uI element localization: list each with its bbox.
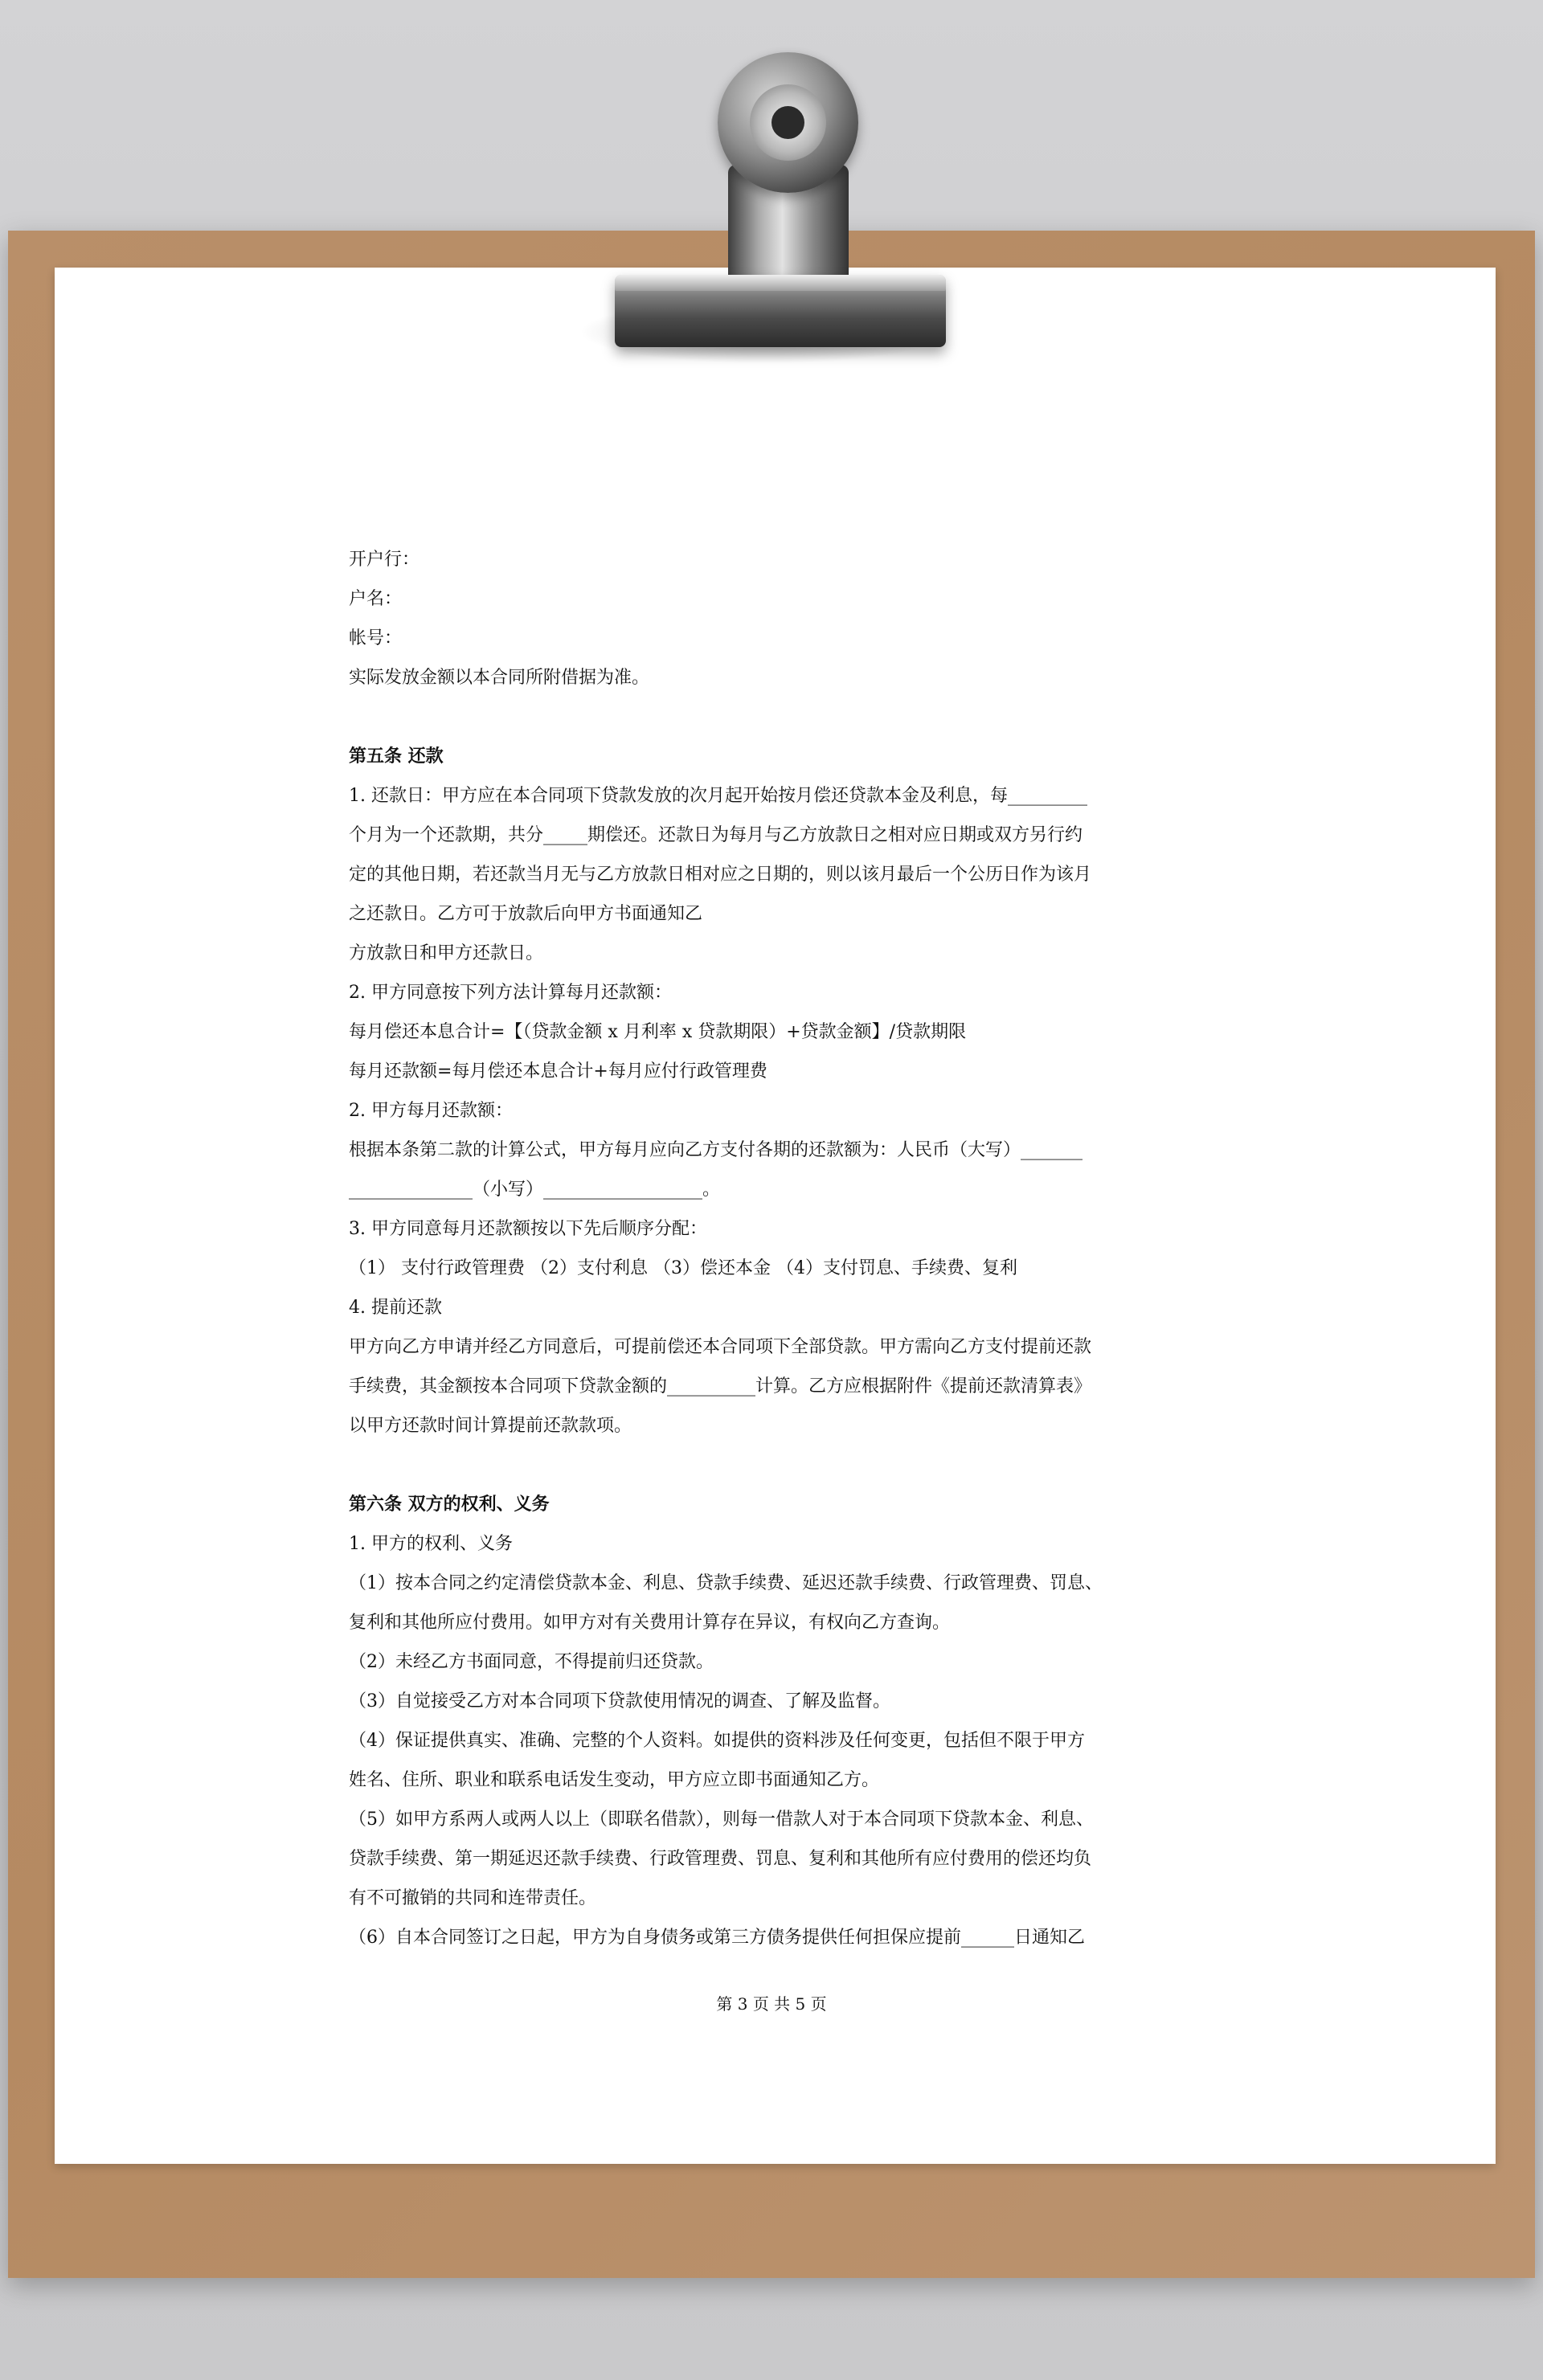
doc-line: 复利和其他所应付费用。如甲方对有关费用计算存在异议，有权向乙方查询。 bbox=[349, 1613, 951, 1633]
binder-clip bbox=[579, 44, 948, 358]
clip-ring-inner bbox=[750, 84, 826, 161]
doc-line: 1. 甲方的权利、义务 bbox=[349, 1534, 513, 1554]
clip-hole bbox=[772, 106, 804, 139]
line-bank: 开户行： bbox=[349, 550, 420, 570]
doc-line: 以甲方还款时间计算提前还款款项。 bbox=[349, 1416, 632, 1436]
doc-line: 姓名、住所、职业和联系电话发生变动，甲方应立即书面通知乙方。 bbox=[349, 1770, 880, 1790]
spacer bbox=[349, 697, 1193, 737]
doc-line: 贷款手续费、第一期延迟还款手续费、行政管理费、罚息、复利和其他所有应付费用的偿还均负 bbox=[349, 1849, 1092, 1869]
doc-line: 3. 甲方同意每月还款额按以下先后顺序分配： bbox=[349, 1219, 707, 1239]
doc-line: （1） 支付行政管理费 （2）支付利息 （3）偿还本金 （4）支付罚息、手续费、复利 bbox=[349, 1258, 1017, 1278]
article-5-heading: 第五条 还款 bbox=[349, 746, 444, 767]
doc-line: 2. 甲方同意按下列方法计算每月还款额： bbox=[349, 983, 672, 1003]
doc-line: 个月为一个还款期，共分_____期偿还。还款日为每月与乙方放款日之相对应日期或双方另行约 bbox=[349, 825, 1083, 845]
line-account-number: 帐号： bbox=[349, 628, 403, 648]
doc-line: （1）按本合同之约定清偿贷款本金、利息、贷款手续费、延迟还款手续费、行政管理费、罚息、 bbox=[349, 1573, 1103, 1593]
document-body bbox=[349, 540, 1193, 1957]
doc-line: （4）保证提供真实、准确、完整的个人资料。如提供的资料涉及任何变更，包括但不限于甲方 bbox=[349, 1731, 1086, 1751]
doc-line: 4. 提前还款 bbox=[349, 1298, 442, 1318]
article-6-heading: 第六条 双方的权利、义务 bbox=[349, 1494, 550, 1515]
clip-ring bbox=[718, 52, 858, 193]
doc-line: 手续费，其金额按本合同项下贷款金额的__________计算。乙方应根据附件《提前还款清算表》 bbox=[349, 1376, 1092, 1397]
doc-line: 方放款日和甲方还款日。 bbox=[349, 943, 544, 963]
doc-line: 有不可撤销的共同和连带责任。 bbox=[349, 1888, 597, 1908]
clip-plate-highlight bbox=[615, 275, 946, 291]
doc-line: 1. 还款日：甲方应在本合同项下贷款发放的次月起开始按月偿还贷款本金及利息，每_________ bbox=[349, 786, 1087, 806]
page-footer: 第 3 页 共 5 页 bbox=[716, 1994, 827, 2014]
line-account-name: 户名： bbox=[349, 589, 403, 609]
doc-line: 每月还款额=每月偿还本息合计+每月应付行政管理费 bbox=[349, 1061, 767, 1082]
doc-line: 每月偿还本息合计=【（贷款金额 x 月利率 x 贷款期限）+贷款金额】/贷款期限 bbox=[349, 1022, 967, 1042]
doc-line: 定的其他日期，若还款当月无与乙方放款日相对应之日期的，则以该月最后一个公历日作为该月 bbox=[349, 865, 1092, 885]
line-actual-amount: 实际发放金额以本合同所附借据为准。 bbox=[349, 668, 650, 688]
doc-line: （2）未经乙方书面同意，不得提前归还贷款。 bbox=[349, 1652, 714, 1672]
doc-line: 2. 甲方每月还款额： bbox=[349, 1101, 513, 1121]
doc-line: 甲方向乙方申请并经乙方同意后，可提前偿还本合同项下全部贷款。甲方需向乙方支付提前还款 bbox=[349, 1337, 1092, 1357]
doc-line: 根据本条第二款的计算公式，甲方每月应向乙方支付各期的还款额为：人民币（大写）_______ bbox=[349, 1140, 1083, 1160]
spacer bbox=[349, 1446, 1193, 1485]
doc-line: ______________（小写）__________________。 bbox=[349, 1180, 721, 1200]
doc-line: （6）自本合同签订之日起，甲方为自身债务或第三方债务提供任何担保应提前______日通知乙 bbox=[349, 1928, 1085, 1948]
doc-line: （3）自觉接受乙方对本合同项下贷款使用情况的调查、了解及监督。 bbox=[349, 1691, 890, 1711]
doc-line: 之还款日。乙方可于放款后向甲方书面通知乙 bbox=[349, 904, 703, 924]
doc-line: （5）如甲方系两人或两人以上（即联名借款），则每一借款人对于本合同项下贷款本金、利息、 bbox=[349, 1810, 1095, 1830]
